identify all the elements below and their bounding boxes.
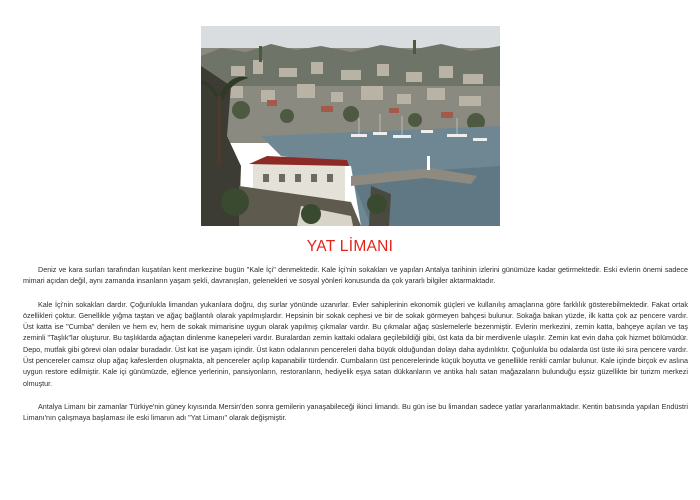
paragraph-1: Deniz ve kara surları tarafından kuşatılan kent merkezine bugün "Kale İçi" denmektedir. Kale İçi'nin sokakları ve yapıları Antalya tarihinin izlerini günümüze kadar getirmektedir. Eski evlerin önemi sadece mimari açıdan değil, aynı zamanda insanların yaşam şekli, davranışları, gelenekleri ve sosyal yönleri konusunda da çok yararlı bilgiler aktarmaktadır.	[23, 265, 688, 286]
paragraph-2: Kale İçi'nin sokakları dardır. Çoğunlukla limandan yukarılara doğru, dış surlar yönünde uzanırlar. Evler sahiplerinin ekonomik güçleri ve kullanılış amaçlarına göre farklılık gösterebilmektedir. Fakat ortak özellikleri çoktur. Genellikle yığma taştan ve ağaç bağlantılı olarak yapılmışlardır. Hepsinin bir sokak cephesi ve bir de sokak görmeyen bahçesi bulunur. Sokağa bakan yüzde, ilk katta çok az pencere vardır. Üst katta ise "Cumba" denilen ve hem ev, hem de sokak mimarisine uygun olarak yapılmış çıkmalar vardır. Bu çıkmalar ağaç süslemelerle bezenmiştir. Evlerin merkezini, zemin katta, bahçeye açılan ve taş zeminli "Taşlık"lar oluşturur. Bu taşlıklarda ağaçtan dinlenme kanepeleri vardır. Buralardan zemin kattaki odalara geçilebildiği gibi, üst kata da bir merdivenle ulaşılır. Zemin kat evin daha çok hizmet bölümüdür. Depo, mutfak gibi görevi olan odalar buradadır. Üst kat ise yaşam içindir. Üst katın odalarının pencereleri daha büyük olduğundan dolayı daha aydınlıktır. Çoğunlukla bu odalarda üst üste iki sıra pencere vardır. Üst pencereler camsız olup ağaç kafeslerden oluşmakta, alt pencereler açılıp kapanabilir türdendir. Cumbaların üst pencerelerinde küçük boyutta ve genellikle renkli camlar bulunur. Kale içinde birçok ev aslına uygun restore edilmiştir. Kale içi günümüzde, eğlence yerlerinin, pansiyonların, restoranların, hediyelik eşya satan dükkanların ve antika halı satan mağazaların bulunduğu eşsiz güzellikte bir turizm merkezi olmuştur.	[23, 299, 688, 388]
article-body	[23, 264, 688, 424]
page-title: YAT LİMANI	[306, 238, 394, 255]
harbor-photo	[201, 26, 500, 226]
harbor-illustration	[201, 26, 500, 226]
paragraph-3: Antalya Limanı bir zamanlar Türkiye'nin güney kıyısında Mersin'den sonra gemilerin yanaşabileceği ikinci limandı. Bu gün ise bu limandan sadece yatlar yararlanmaktadır. Kentin batısında yapılan Endüstri Limanı'nın çalışmaya başlaması ile eski limanın adı "Yat Limanı" olarak değişmiştir.	[23, 401, 688, 423]
